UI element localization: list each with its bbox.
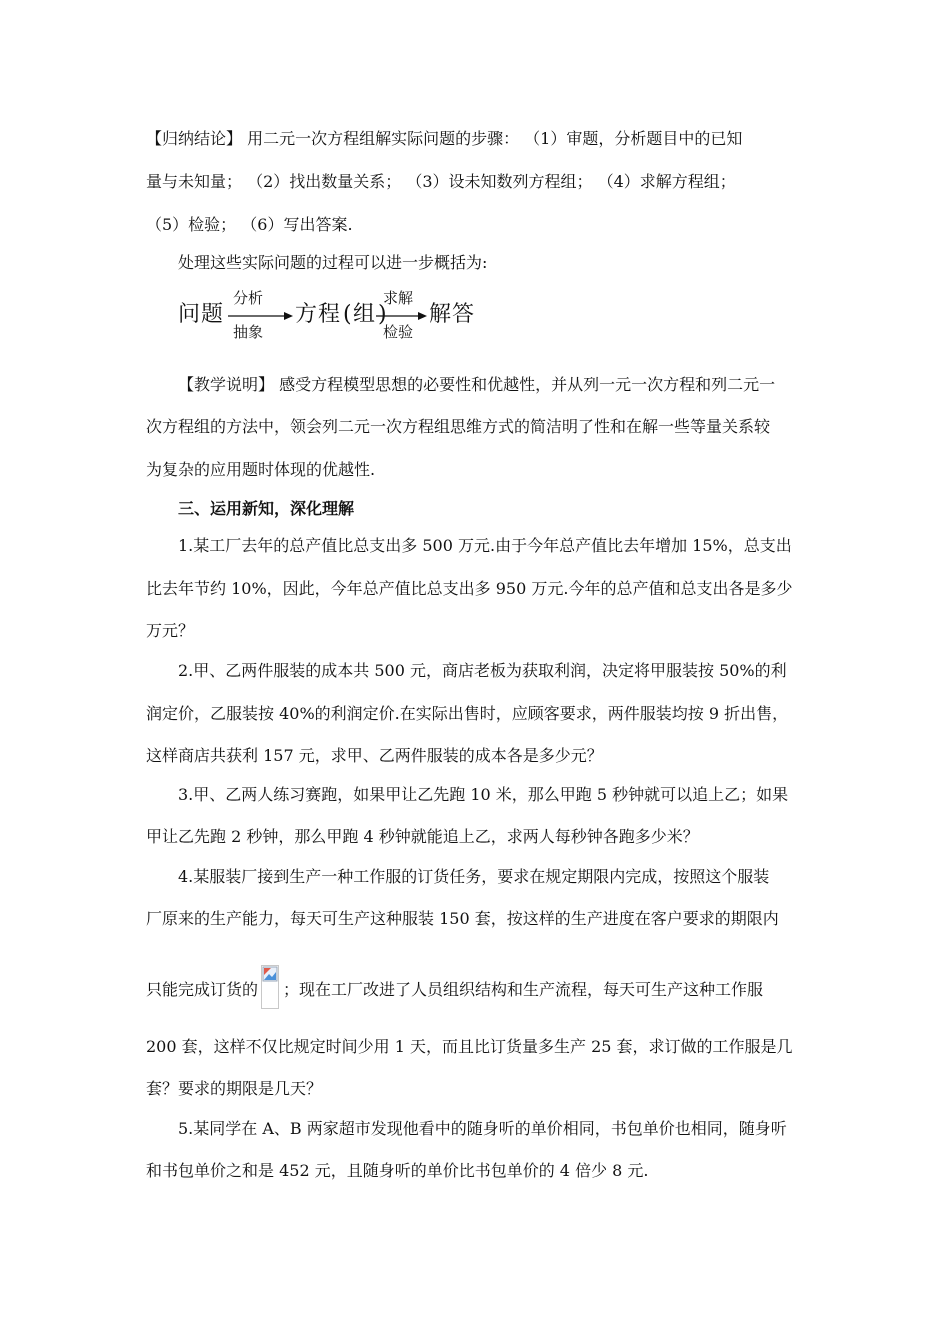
problem-1-line-2: 比去年节约 10%，因此，今年总产值比总支出多 950 万元.今年的总产值和总支出各是多少 <box>146 579 793 598</box>
arrow-1 <box>228 312 293 320</box>
flow-node-group: 组 <box>353 302 377 327</box>
problem-5-line-1: 5.某同学在 A、B 两家超市发现他看中的随身听的单价相同，书包单价也相同，随身听 <box>178 1119 787 1138</box>
summary-line-2: 量与未知量； （2）找出数量关系； （3）设未知数列方程组； （4）求解方程组； <box>146 172 736 191</box>
flow-node-problem: 问题 <box>178 302 225 327</box>
problem-4-line-1: 4.某服装厂接到生产一种工作服的订货任务，要求在规定期限内完成，按照这个服装 <box>178 867 770 886</box>
problem-1-line-1: 1.某工厂去年的总产值比总支出多 500 万元.由于今年总产值比去年增加 15%，总支出 <box>178 536 792 555</box>
problem-4-line-4: 200 套，这样不仅比规定时间少用 1 天，而且比订货量多生产 25 套，求订做的工作服是几 <box>146 1037 793 1056</box>
problem-4-line-3b: ；现在工厂改进了人员组织结构和生产流程，每天可生产这种工作服 <box>283 980 764 999</box>
problem-3-line-2: 甲让乙先跑 2 秒钟，那么甲跑 4 秒钟就能追上乙，求两人每秒钟各跑多少米？ <box>146 827 699 846</box>
teaching-line-1: 【教学说明】 感受方程模型思想的必要性和优越性，并从列一元一次方程和列二元一 <box>178 375 776 394</box>
broken-fraction-image <box>261 965 279 1009</box>
flow-arrow-1-bottom: 抽象 <box>233 323 264 341</box>
summary-line-1: 【归纳结论】 用二元一次方程组解实际问题的步骤： （1）审题，分析题目中的已知 <box>146 129 743 148</box>
summary-line-4: 处理这些实际问题的过程可以进一步概括为: <box>178 253 488 272</box>
broken-image-icon <box>262 966 278 982</box>
flow-paren-close: ) <box>378 302 388 327</box>
teaching-line-3: 为复杂的应用题时体现的优越性. <box>146 460 376 479</box>
problem-2-line-2: 润定价，乙服装按 40%的利润定价.在实际出售时，应顾客要求，两件服装均按 9 折出售， <box>146 704 789 723</box>
problem-1-line-3: 万元？ <box>146 621 195 640</box>
flow-node-answer: 解答 <box>429 302 476 327</box>
problem-4-line-2: 厂原来的生产能力，每天可生产这种服装 150 套，按这样的生产进度在客户要求的期限内 <box>146 909 779 928</box>
teaching-line-2: 次方程组的方法中，领会列二元一次方程组思维方式的简洁明了性和在解一些等量关系较 <box>146 417 771 436</box>
summary-line-3: （5）检验； （6）写出答案. <box>146 215 353 234</box>
flow-arrow-2-top: 求解 <box>383 289 414 307</box>
problem-3-line-1: 3.甲、乙两人练习赛跑，如果甲让乙先跑 10 米，那么甲跑 5 秒钟就可以追上乙；如果 <box>178 785 789 804</box>
flow-node-equation: 方程 <box>295 302 342 327</box>
section-heading: 三、运用新知，深化理解 <box>178 499 355 518</box>
flow-paren-open: ( <box>343 302 353 327</box>
flow-arrow-1-top: 分析 <box>233 289 264 307</box>
problem-4-line-3a: 只能完成订货的 <box>146 980 259 999</box>
problem-2-line-3: 这样商店共获利 157 元，求甲、乙两件服装的成本各是多少元？ <box>146 746 603 765</box>
problem-2-line-1: 2.甲、乙两件服装的成本共 500 元，商店老板为获取利润，决定将甲服装按 50%的利 <box>178 661 787 680</box>
process-flowchart <box>178 286 498 346</box>
problem-4-line-5: 套？要求的期限是几天？ <box>146 1079 323 1098</box>
problem-5-line-2: 和书包单价之和是 452 元，且随身听的单价比书包单价的 4 倍少 8 元. <box>146 1161 649 1180</box>
flow-arrow-2-bottom: 检验 <box>383 323 414 341</box>
